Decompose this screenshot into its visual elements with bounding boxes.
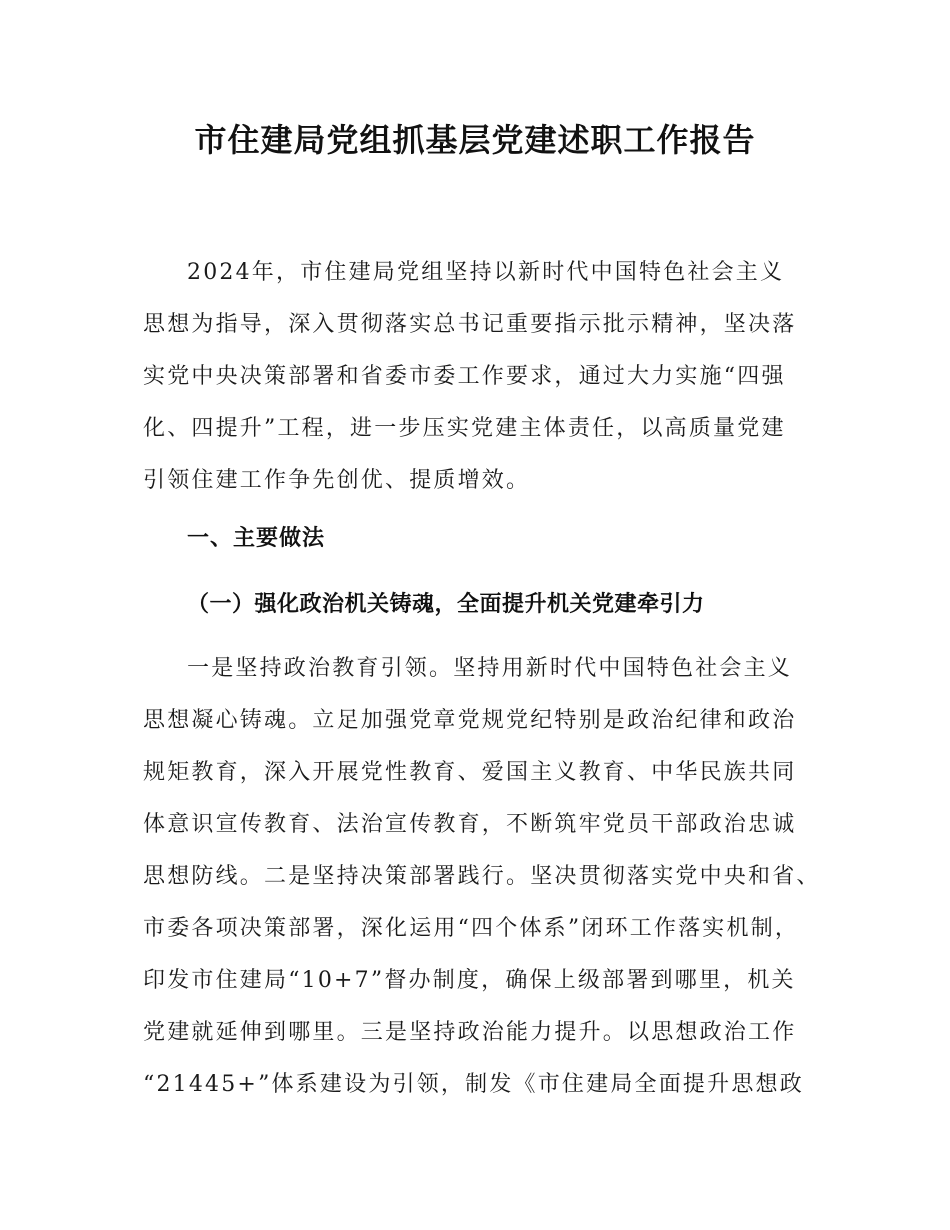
body-line: 党建就延伸到哪里。三是坚持政治能力提升。以思想政治工作 (143, 1020, 797, 1045)
intro-line: 思想为指导，深入贯彻落实总书记重要指示批示精神，坚决落 (143, 312, 797, 337)
body-line: 市委各项决策部署，深化运用“四个体系”闭环工作落实机制， (143, 916, 800, 941)
section-heading: 一、主要做法 (187, 526, 326, 551)
intro-line: 实党中央决策部署和省委市委工作要求，通过大力实施“四强 (143, 364, 786, 389)
body-line: 印发市住建局“10+7”督办制度，确保上级部署到哪里，机关 (143, 968, 796, 993)
subsection-heading: （一）强化政治机关铸魂，全面提升机关党建牵引力 (187, 592, 705, 617)
document-title: 市住建局党组抓基层党建述职工作报告 (194, 121, 756, 159)
body-line: 思想防线。二是坚持决策部署践行。坚决贯彻落实党中央和省、 (143, 864, 821, 889)
body-line: 体意识宣传教育、法治宣传教育，不断筑牢党员干部政治忠诚 (143, 812, 797, 837)
body-line: 规矩教育，深入开展党性教育、爱国主义教育、中华民族共同 (143, 760, 797, 785)
intro-line: 引领住建工作争先创优、提质增效。 (143, 468, 531, 493)
intro-line: 2024年，市住建局党组坚持以新时代中国特色社会主义 (187, 260, 785, 285)
body-line: 一是坚持政治教育引领。坚持用新时代中国特色社会主义 (187, 656, 793, 681)
body-line: “21445+”体系建设为引领，制发《市住建局全面提升思想政 (143, 1072, 804, 1097)
body-line: 思想凝心铸魂。立足加强党章党规党纪特别是政治纪律和政治 (143, 708, 797, 733)
intro-line: 化、四提升”工程，进一步压实党建主体责任，以高质量党建 (143, 416, 786, 441)
